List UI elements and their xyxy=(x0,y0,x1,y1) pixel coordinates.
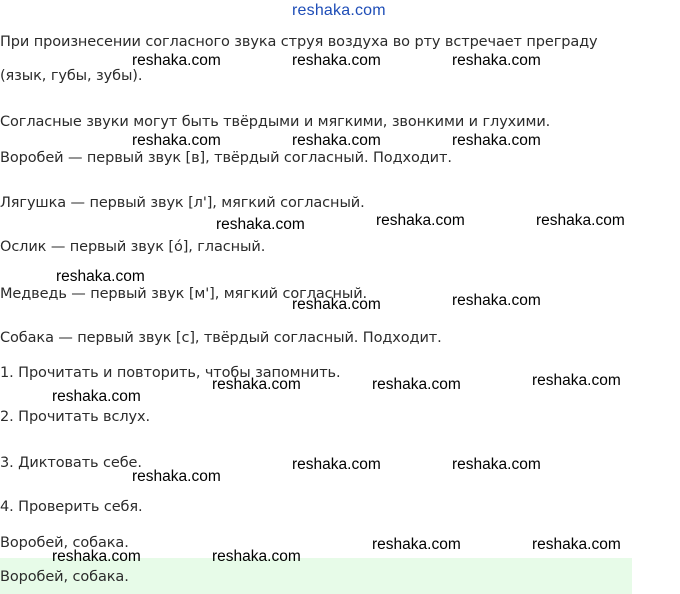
text-line-6: Ослик — первый звук [о́], гласный. xyxy=(0,239,266,255)
text-line-1: При произнесении согласного звука струя воздуха во рту встречает преграду xyxy=(0,34,598,50)
watermark: reshaka.com xyxy=(216,216,305,233)
watermark: reshaka.com xyxy=(292,296,381,313)
watermark: reshaka.com xyxy=(372,376,461,393)
watermark: reshaka.com xyxy=(132,132,221,149)
text-line-4: Воробей — первый звук [в], твёрдый согласный. Подходит. xyxy=(0,150,452,166)
watermark: reshaka.com xyxy=(452,52,541,69)
watermark: reshaka.com xyxy=(452,292,541,309)
text-line-9: 1. Прочитать и повторить, чтобы запомнить. xyxy=(0,365,341,381)
watermark: reshaka.com xyxy=(372,536,461,553)
text-line-13: Воробей, собака. xyxy=(0,535,129,551)
watermark: reshaka.com xyxy=(292,456,381,473)
watermark: reshaka.com xyxy=(532,372,621,389)
watermark: reshaka.com xyxy=(132,468,221,485)
text-line-10: 2. Прочитать вслух. xyxy=(0,409,151,425)
text-line-5: Лягушка — первый звук [л'], мягкий согласный. xyxy=(0,195,365,211)
watermark: reshaka.com xyxy=(56,268,145,285)
watermark: reshaka.com xyxy=(132,52,221,69)
site-logo[interactable]: reshaka.com xyxy=(292,2,386,19)
watermark: reshaka.com xyxy=(536,212,625,229)
text-line-2: (язык, губы, зубы). xyxy=(0,68,143,84)
watermark: reshaka.com xyxy=(532,536,621,553)
text-line-12: 4. Проверить себя. xyxy=(0,499,143,515)
watermark: reshaka.com xyxy=(212,548,301,565)
watermark: reshaka.com xyxy=(376,212,465,229)
text-line-11: 3. Диктовать себе. xyxy=(0,455,142,471)
text-line-14: Воробей, собака. xyxy=(0,569,129,585)
text-line-3: Согласные звуки могут быть твёрдыми и мягкими, звонкими и глухими. xyxy=(0,114,551,130)
watermark: reshaka.com xyxy=(452,132,541,149)
text-line-8: Собака — первый звук [с], твёрдый согласный. Подходит. xyxy=(0,330,442,346)
watermark: reshaka.com xyxy=(452,456,541,473)
watermark: reshaka.com xyxy=(292,52,381,69)
watermark: reshaka.com xyxy=(292,132,381,149)
watermark: reshaka.com xyxy=(52,388,141,405)
text-line-7: Медведь — первый звук [м'], мягкий согласный. xyxy=(0,286,368,302)
watermark: reshaka.com xyxy=(212,376,301,393)
watermark: reshaka.com xyxy=(52,548,141,565)
